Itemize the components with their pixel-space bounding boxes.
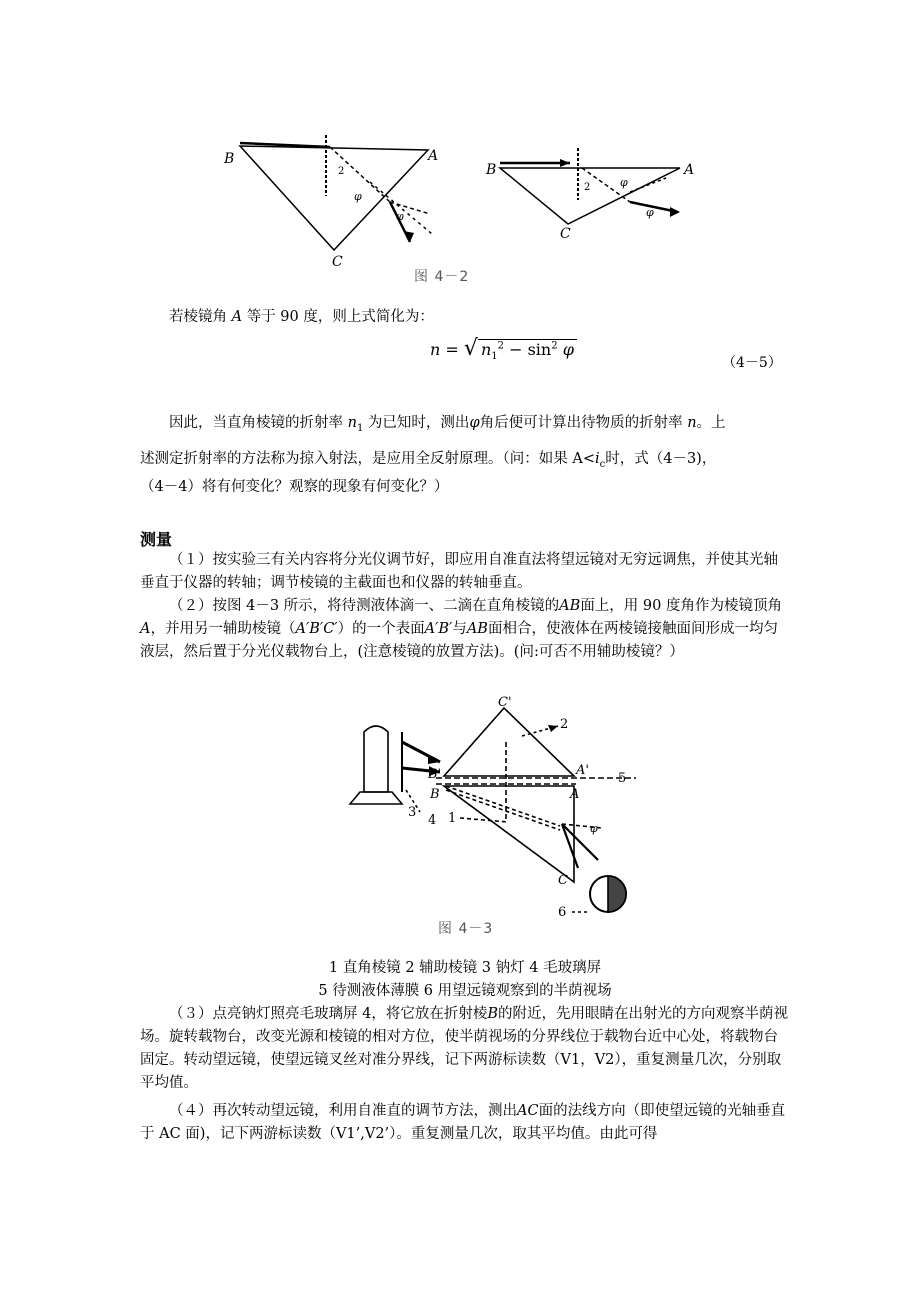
label-phi: φ [620, 176, 628, 189]
label-C-prime: C' [498, 695, 512, 710]
label-6: 6 [558, 905, 567, 920]
step-4: （４）再次转动望远镜，利用自准直的调节方法，测出AC面的法线方向（即使望远镜的光轴垂直于 AC 面)，记下两游标读数（V1’,V2’）。重复测量几次，取其平均值。由此可得 [140, 1103, 786, 1142]
figure-4-3 [336, 692, 636, 952]
label-A-prime: A' [576, 763, 589, 778]
label-phi: φ [590, 822, 598, 835]
arrow-head-icon [560, 159, 570, 167]
formula-4-5: n = √ $n_1^2 - \sin^2 \varphi$ [430, 336, 577, 362]
right-angle-prism [444, 786, 574, 882]
step-1: （１）按实验三有关内容将分光仪调节好，即应用自准直法将望远镜对无穷远调焦，并使其光轴垂直于仪器的转轴；调节棱镜的主截面也和仪器的转轴垂直。 [140, 552, 778, 591]
label-5: 5 [618, 771, 627, 786]
label-B-prime: B' [428, 767, 442, 782]
step-3: （３）点亮钠灯照亮毛玻璃屏 4，将它放在折射棱B的附近，先用眼睛在出射光的方向观察半荫视场。旋转载物台，改变光源和棱镜的相对方位，使半荫视场的分界线位于载物台近中心处，将载物台固定。转动望远镜，使望远镜叉丝对准分界线，记下两游标读数（V1，V2），重复测量几次，分别取平均值。 [140, 1006, 788, 1091]
label-A: A [684, 162, 695, 178]
paragraph-simplify: 若棱镜角 A 等于 90 度，则上式简化为： [169, 309, 434, 325]
paragraph-explanation: 因此，当直角棱镜的折射率 $n_1$ 为已知时，测出φ角后便可计算出待物质的折射率 n。上 述测定折射率的方法称为掠入射法，是应用全反射原理。（问：如果 $A<i_c$时，式（4－3)， （4－4）将有何变化？观察的现象有何变化？） [140, 415, 726, 495]
label-B: B [486, 162, 497, 178]
sodium-lamp [364, 726, 388, 792]
formula-number: （4－5） [722, 355, 782, 371]
label-B: B [430, 787, 440, 802]
label-2: 2 [560, 717, 569, 732]
figure-4-2-caption: 图 4－2 [414, 269, 470, 285]
figure-4-2-left-prism [240, 135, 432, 250]
label-B: B [224, 151, 235, 167]
arrow-head-icon [670, 207, 680, 217]
label-3: 3 [408, 805, 417, 820]
label-phi: φ [354, 190, 362, 203]
label-2: 2 [584, 182, 591, 193]
label-1: 1 [448, 811, 457, 826]
label-4: 4 [428, 813, 437, 828]
label-phi-out: φ [396, 210, 404, 223]
figure-4-3-caption: 图 4－3 [438, 921, 494, 937]
label-A: A [428, 148, 439, 164]
label-phi-out: φ [646, 206, 654, 219]
label-C: C [332, 254, 343, 270]
lamp-base [350, 792, 402, 804]
label-A: A [570, 787, 580, 802]
figure-legend: 1 直角棱镜 2 辅助棱镜 3 钠灯 4 毛玻璃屏 5 待测液体薄膜 6 用望远镜观察到的半荫视场 [318, 960, 612, 999]
step-2: （２）按图 4－3 所示，将待测液体滴一、二滴在直角棱镜的AB面上，用 90 度角作为棱镜顶角A，并用另一辅助棱镜（A′B′C′）的一个表面A′B′与AB面相合，使液体在两棱镜接触面间形成一均匀液层，然后置于分光仪载物台上，(注意棱镜的放置方法)。(问:可否不用辅助棱镜？） [140, 598, 782, 660]
label-C: C [558, 873, 568, 888]
label-C: C [560, 226, 571, 242]
label-2: 2 [338, 166, 345, 177]
auxiliary-prism [444, 708, 574, 776]
section-heading: 测量 [140, 530, 173, 549]
arrow-head-icon [548, 725, 558, 732]
